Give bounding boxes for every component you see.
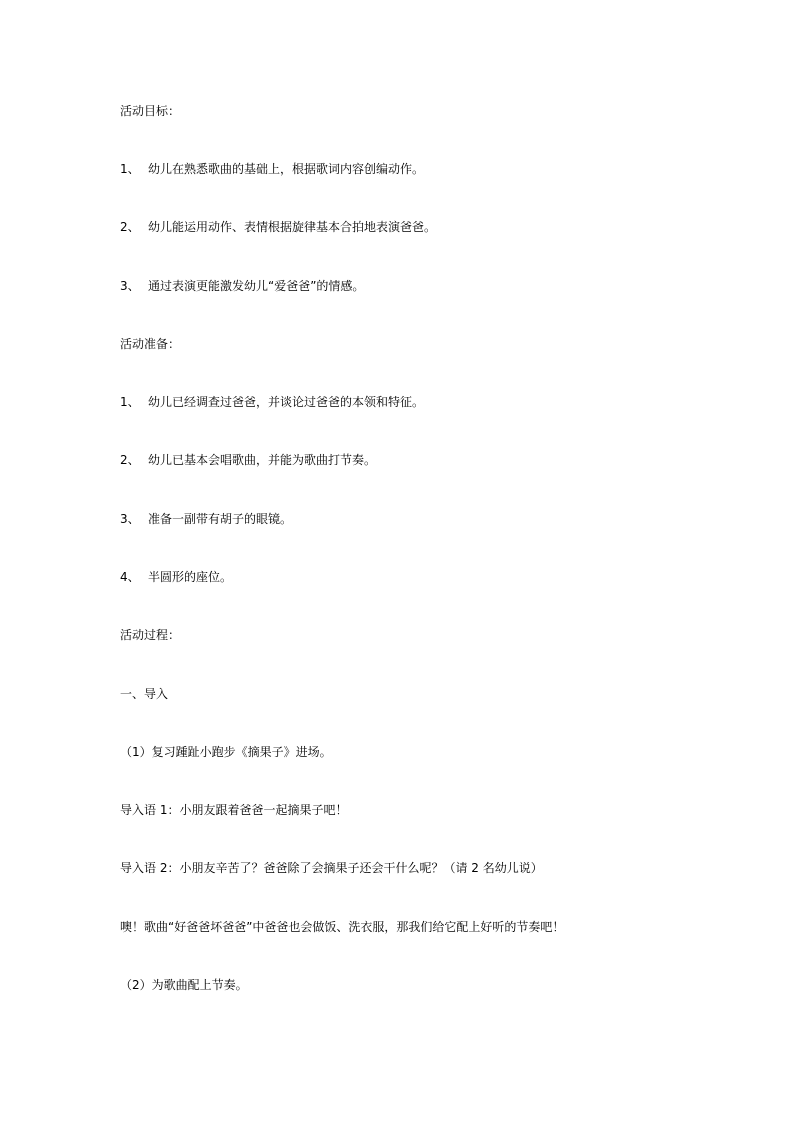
prep-item-2 — [120, 452, 376, 468]
goal-item-2 — [120, 219, 436, 235]
goal-number: 1、 — [120, 162, 140, 176]
intro-line-1: 导入语 1：小朋友跟着爸爸一起摘果子吧！ — [120, 803, 348, 817]
prep-text: 幼儿已经调查过爸爸，并谈论过爸爸的本领和特征。 — [148, 395, 425, 409]
goal-number: 3、 — [120, 279, 140, 293]
intro-line-2: 导入语 2：小朋友辛苦了？爸爸除了会摘果子还会干什么呢？（请 2 名幼儿说） — [120, 861, 543, 875]
prep-number: 1、 — [120, 395, 140, 409]
goal-text: 幼儿能运用动作、表情根据旋律基本合拍地表演爸爸。 — [148, 220, 437, 234]
prep-number: 2、 — [120, 453, 140, 467]
prep-item-3 — [120, 511, 292, 527]
exclaim-line: 噢！歌曲“好爸爸坏爸爸”中爸爸也会做饭、洗衣服，那我们给它配上好听的节奏吧！ — [120, 920, 565, 934]
prep-number: 4、 — [120, 570, 140, 584]
step-two: （2）为歌曲配上节奏。 — [120, 978, 248, 992]
prep-text: 准备一副带有胡子的眼镜。 — [148, 512, 293, 526]
goal-item-3 — [120, 278, 364, 294]
step-one: （1）复习踵趾小跑步《摘果子》进场。 — [120, 745, 332, 759]
process-heading: 活动过程： — [120, 628, 181, 642]
prep-item-4 — [120, 569, 232, 585]
goals-heading: 活动目标： — [120, 104, 181, 118]
section-one-heading: 一、导入 — [120, 687, 169, 701]
goal-text: 幼儿在熟悉歌曲的基础上，根据歌词内容创编动作。 — [148, 162, 425, 176]
goal-text: 通过表演更能激发幼儿“爱爸爸”的情感。 — [148, 279, 365, 293]
prep-text: 半圆形的座位。 — [148, 570, 233, 584]
goal-number: 2、 — [120, 220, 140, 234]
prep-heading: 活动准备： — [120, 337, 181, 351]
goal-item-1 — [120, 161, 424, 177]
prep-number: 3、 — [120, 512, 140, 526]
prep-item-1 — [120, 394, 424, 410]
prep-text: 幼儿已基本会唱歌曲，并能为歌曲打节奏。 — [148, 453, 377, 467]
